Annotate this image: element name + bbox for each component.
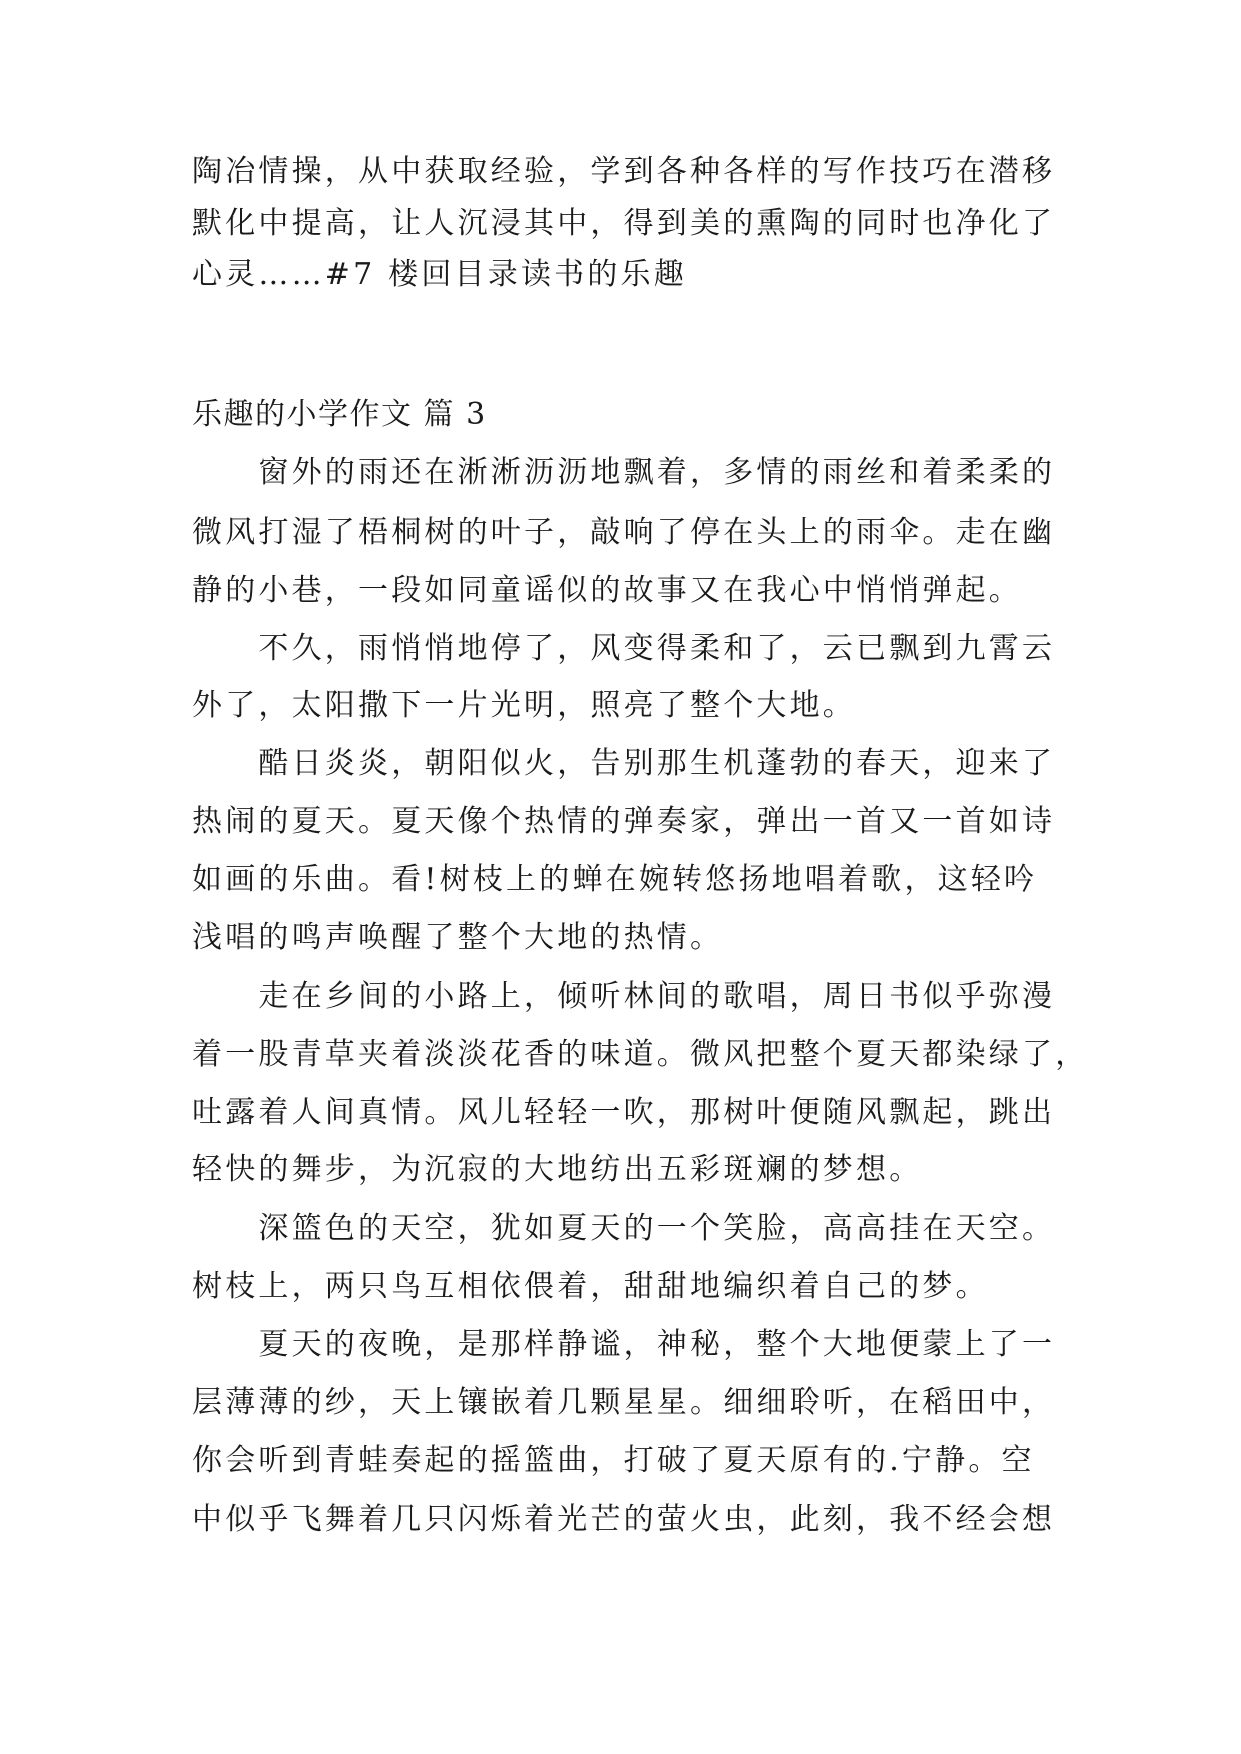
paragraph-line: 微风打湿了梧桐树的叶子，敲响了停在头上的雨伞。走在幽 [192, 515, 1056, 550]
paragraph-line: 陶冶情操，从中获取经验，学到各种各样的写作技巧在潜移 [192, 154, 1056, 189]
paragraph-line: 静的小巷，一段如同童谣似的故事又在我心中悄悄弹起。 [192, 573, 1022, 608]
paragraph-line: 不久，雨悄悄地停了，风变得柔和了，云已飘到九霄云 [192, 631, 1056, 666]
paragraph-line: 窗外的雨还在淅淅沥沥地飘着，多情的雨丝和着柔柔的 [192, 455, 1056, 490]
section-heading: 乐趣的小学作文 篇 3 [192, 397, 487, 432]
paragraph-line: 外了，太阳撒下一片光明，照亮了整个大地。 [192, 688, 856, 723]
paragraph-line: 夏天的夜晚，是那样静谧，神秘，整个大地便蒙上了一 [192, 1327, 1056, 1362]
paragraph-line: 你会听到青蛙奏起的摇篮曲，打破了夏天原有的.宁静。空 [192, 1443, 1035, 1478]
paragraph-line: 深篮色的天空，犹如夏天的一个笑脸，高高挂在天空。 [192, 1211, 1056, 1246]
paragraph-line: 心灵……#7 楼回目录读书的乐趣 [192, 257, 687, 292]
paragraph-line: 吐露着人间真情。风儿轻轻一吹，那树叶便随风飘起，跳出 [192, 1095, 1056, 1130]
paragraph-line: 走在乡间的小路上，倾听林间的歌唱，周日书似乎弥漫 [192, 979, 1056, 1014]
paragraph-line: 层薄薄的纱，天上镶嵌着几颗星星。细细聆听，在稻田中， [192, 1385, 1056, 1420]
paragraph-line: 树枝上，两只鸟互相依偎着，甜甜地编织着自己的梦。 [192, 1269, 989, 1304]
paragraph-line: 热闹的夏天。夏天像个热情的弹奏家，弹出一首又一首如诗 [192, 804, 1056, 839]
paragraph-line: 酷日炎炎，朝阳似火，告别那生机蓬勃的春天，迎来了 [192, 746, 1056, 781]
paragraph-line: 轻快的舞步，为沉寂的大地纺出五彩斑斓的梦想。 [192, 1152, 923, 1187]
paragraph-line: 着一股青草夹着淡淡花香的味道。微风把整个夏天都染绿了， [192, 1037, 1089, 1072]
paragraph-line: 如画的乐曲。看!树枝上的蝉在婉转悠扬地唱着歌，这轻吟 [192, 862, 1038, 897]
paragraph-line: 浅唱的鸣声唤醒了整个大地的热情。 [192, 920, 724, 955]
paragraph-line: 默化中提高，让人沉浸其中，得到美的熏陶的同时也净化了 [192, 206, 1056, 241]
paragraph-line: 中似乎飞舞着几只闪烁着光芒的萤火虫，此刻，我不经会想 [192, 1502, 1056, 1537]
